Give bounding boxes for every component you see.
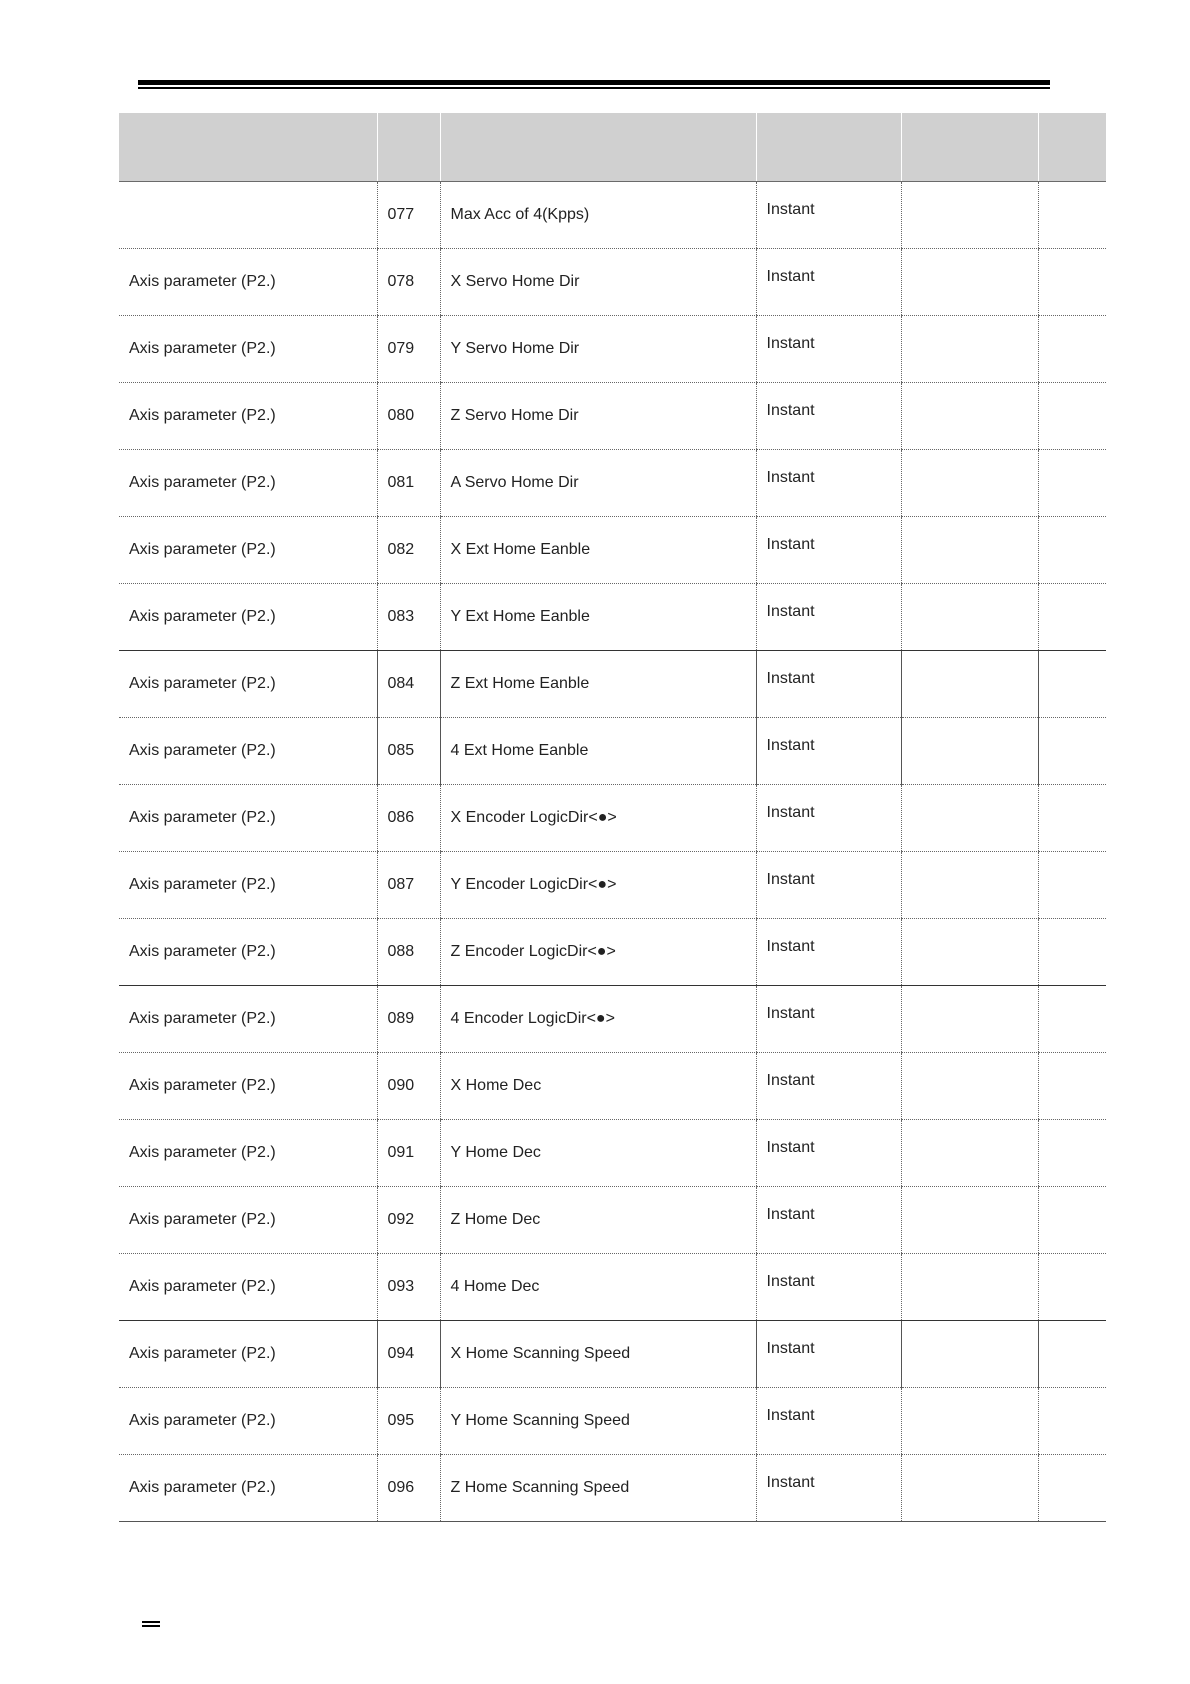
cell-effect-mode: Instant bbox=[756, 450, 901, 517]
parameter-table bbox=[119, 113, 1106, 1522]
cell-category: Axis parameter (P2.) bbox=[119, 651, 377, 718]
cell-extra-2 bbox=[1038, 986, 1106, 1053]
cell-parameter-name: Max Acc of 4(Kpps) bbox=[440, 182, 756, 249]
table-row bbox=[119, 1053, 1106, 1120]
cell-extra-2 bbox=[1038, 249, 1106, 316]
cell-extra-1 bbox=[901, 1120, 1038, 1187]
cell-parameter-number: 088 bbox=[377, 919, 440, 986]
cell-effect-mode: Instant bbox=[756, 517, 901, 584]
header-cell-category bbox=[119, 113, 377, 182]
cell-effect-mode: Instant bbox=[756, 584, 901, 651]
parameter-table-container bbox=[119, 113, 1106, 1522]
cell-extra-2 bbox=[1038, 651, 1106, 718]
cell-effect-mode: Instant bbox=[756, 718, 901, 785]
cell-parameter-number: 082 bbox=[377, 517, 440, 584]
header-cell-extra-2 bbox=[1038, 113, 1106, 182]
cell-category: Axis parameter (P2.) bbox=[119, 1120, 377, 1187]
cell-extra-1 bbox=[901, 718, 1038, 785]
cell-extra-2 bbox=[1038, 517, 1106, 584]
cell-extra-1 bbox=[901, 919, 1038, 986]
table-row bbox=[119, 785, 1106, 852]
cell-parameter-name: Z Ext Home Eanble bbox=[440, 651, 756, 718]
cell-parameter-name: 4 Home Dec bbox=[440, 1254, 756, 1321]
table-row bbox=[119, 651, 1106, 718]
cell-effect-mode: Instant bbox=[756, 785, 901, 852]
cell-category: Axis parameter (P2.) bbox=[119, 517, 377, 584]
cell-extra-2 bbox=[1038, 919, 1106, 986]
cell-effect-mode: Instant bbox=[756, 919, 901, 986]
cell-parameter-name: X Encoder LogicDir<●> bbox=[440, 785, 756, 852]
cell-parameter-name: Z Servo Home Dir bbox=[440, 383, 756, 450]
cell-extra-2 bbox=[1038, 584, 1106, 651]
cell-parameter-number: 087 bbox=[377, 852, 440, 919]
table-row bbox=[119, 1388, 1106, 1455]
header-cell-name bbox=[440, 113, 756, 182]
cell-extra-1 bbox=[901, 852, 1038, 919]
cell-category: Axis parameter (P2.) bbox=[119, 383, 377, 450]
cell-parameter-number: 090 bbox=[377, 1053, 440, 1120]
header-double-rule bbox=[138, 80, 1050, 89]
cell-extra-1 bbox=[901, 383, 1038, 450]
table-row bbox=[119, 450, 1106, 517]
cell-extra-1 bbox=[901, 249, 1038, 316]
cell-effect-mode: Instant bbox=[756, 1053, 901, 1120]
cell-extra-2 bbox=[1038, 1254, 1106, 1321]
cell-parameter-name: Z Home Scanning Speed bbox=[440, 1455, 756, 1522]
cell-effect-mode: Instant bbox=[756, 986, 901, 1053]
cell-extra-1 bbox=[901, 651, 1038, 718]
cell-parameter-number: 091 bbox=[377, 1120, 440, 1187]
cell-extra-1 bbox=[901, 584, 1038, 651]
table-row bbox=[119, 718, 1106, 785]
cell-category: Axis parameter (P2.) bbox=[119, 785, 377, 852]
cell-parameter-number: 095 bbox=[377, 1388, 440, 1455]
cell-effect-mode: Instant bbox=[756, 249, 901, 316]
cell-extra-1 bbox=[901, 1254, 1038, 1321]
cell-effect-mode: Instant bbox=[756, 1455, 901, 1522]
cell-effect-mode: Instant bbox=[756, 1187, 901, 1254]
cell-parameter-number: 093 bbox=[377, 1254, 440, 1321]
cell-parameter-number: 089 bbox=[377, 986, 440, 1053]
cell-extra-2 bbox=[1038, 852, 1106, 919]
cell-extra-2 bbox=[1038, 785, 1106, 852]
cell-parameter-name: Y Home Dec bbox=[440, 1120, 756, 1187]
table-row bbox=[119, 919, 1106, 986]
cell-extra-1 bbox=[901, 1321, 1038, 1388]
cell-category: Axis parameter (P2.) bbox=[119, 1053, 377, 1120]
cell-category bbox=[119, 182, 377, 249]
cell-category: Axis parameter (P2.) bbox=[119, 249, 377, 316]
cell-extra-2 bbox=[1038, 1321, 1106, 1388]
cell-category: Axis parameter (P2.) bbox=[119, 1321, 377, 1388]
cell-extra-1 bbox=[901, 986, 1038, 1053]
cell-category: Axis parameter (P2.) bbox=[119, 852, 377, 919]
cell-parameter-name: Y Servo Home Dir bbox=[440, 316, 756, 383]
cell-parameter-name: Y Encoder LogicDir<●> bbox=[440, 852, 756, 919]
table-row bbox=[119, 517, 1106, 584]
table-row bbox=[119, 1187, 1106, 1254]
table-body bbox=[119, 182, 1106, 1522]
table-header-row bbox=[119, 113, 1106, 182]
header-cell-number bbox=[377, 113, 440, 182]
cell-category: Axis parameter (P2.) bbox=[119, 919, 377, 986]
cell-parameter-number: 078 bbox=[377, 249, 440, 316]
cell-parameter-name: Y Home Scanning Speed bbox=[440, 1388, 756, 1455]
cell-extra-1 bbox=[901, 450, 1038, 517]
table-row bbox=[119, 852, 1106, 919]
cell-category: Axis parameter (P2.) bbox=[119, 986, 377, 1053]
table-row bbox=[119, 249, 1106, 316]
cell-effect-mode: Instant bbox=[756, 651, 901, 718]
table-row bbox=[119, 584, 1106, 651]
cell-category: Axis parameter (P2.) bbox=[119, 1254, 377, 1321]
cell-parameter-name: X Ext Home Eanble bbox=[440, 517, 756, 584]
cell-extra-1 bbox=[901, 1455, 1038, 1522]
cell-extra-2 bbox=[1038, 450, 1106, 517]
cell-parameter-number: 092 bbox=[377, 1187, 440, 1254]
cell-parameter-name: A Servo Home Dir bbox=[440, 450, 756, 517]
cell-effect-mode: Instant bbox=[756, 182, 901, 249]
cell-extra-1 bbox=[901, 1388, 1038, 1455]
table-row bbox=[119, 1254, 1106, 1321]
cell-category: Axis parameter (P2.) bbox=[119, 1187, 377, 1254]
table-row bbox=[119, 316, 1106, 383]
table-row bbox=[119, 986, 1106, 1053]
cell-category: Axis parameter (P2.) bbox=[119, 450, 377, 517]
cell-extra-1 bbox=[901, 785, 1038, 852]
cell-extra-2 bbox=[1038, 316, 1106, 383]
cell-extra-2 bbox=[1038, 182, 1106, 249]
cell-extra-1 bbox=[901, 316, 1038, 383]
cell-category: Axis parameter (P2.) bbox=[119, 316, 377, 383]
cell-extra-2 bbox=[1038, 1053, 1106, 1120]
table-row bbox=[119, 182, 1106, 249]
cell-parameter-number: 080 bbox=[377, 383, 440, 450]
cell-parameter-name: X Home Scanning Speed bbox=[440, 1321, 756, 1388]
cell-parameter-name: X Home Dec bbox=[440, 1053, 756, 1120]
cell-parameter-number: 081 bbox=[377, 450, 440, 517]
cell-category: Axis parameter (P2.) bbox=[119, 718, 377, 785]
cell-extra-2 bbox=[1038, 1120, 1106, 1187]
cell-extra-2 bbox=[1038, 718, 1106, 785]
cell-category: Axis parameter (P2.) bbox=[119, 584, 377, 651]
cell-parameter-name: X Servo Home Dir bbox=[440, 249, 756, 316]
cell-extra-1 bbox=[901, 1053, 1038, 1120]
cell-effect-mode: Instant bbox=[756, 1388, 901, 1455]
cell-parameter-number: 079 bbox=[377, 316, 440, 383]
cell-extra-1 bbox=[901, 182, 1038, 249]
table-row bbox=[119, 1120, 1106, 1187]
cell-extra-2 bbox=[1038, 383, 1106, 450]
cell-parameter-name: Y Ext Home Eanble bbox=[440, 584, 756, 651]
header-cell-extra-1 bbox=[901, 113, 1038, 182]
cell-parameter-name: 4 Ext Home Eanble bbox=[440, 718, 756, 785]
cell-parameter-number: 084 bbox=[377, 651, 440, 718]
cell-parameter-name: 4 Encoder LogicDir<●> bbox=[440, 986, 756, 1053]
cell-effect-mode: Instant bbox=[756, 1254, 901, 1321]
header-cell-mode bbox=[756, 113, 901, 182]
cell-parameter-number: 083 bbox=[377, 584, 440, 651]
cell-effect-mode: Instant bbox=[756, 1321, 901, 1388]
cell-extra-2 bbox=[1038, 1455, 1106, 1522]
cell-extra-2 bbox=[1038, 1388, 1106, 1455]
cell-extra-2 bbox=[1038, 1187, 1106, 1254]
cell-parameter-number: 096 bbox=[377, 1455, 440, 1522]
cell-parameter-name: Z Encoder LogicDir<●> bbox=[440, 919, 756, 986]
cell-parameter-number: 085 bbox=[377, 718, 440, 785]
cell-category: Axis parameter (P2.) bbox=[119, 1455, 377, 1522]
cell-parameter-name: Z Home Dec bbox=[440, 1187, 756, 1254]
cell-effect-mode: Instant bbox=[756, 316, 901, 383]
cell-effect-mode: Instant bbox=[756, 852, 901, 919]
cell-extra-1 bbox=[901, 517, 1038, 584]
cell-category: Axis parameter (P2.) bbox=[119, 1388, 377, 1455]
cell-effect-mode: Instant bbox=[756, 383, 901, 450]
table-row bbox=[119, 1455, 1106, 1522]
table-header bbox=[119, 113, 1106, 182]
table-row bbox=[119, 1321, 1106, 1388]
cell-parameter-number: 077 bbox=[377, 182, 440, 249]
cell-extra-1 bbox=[901, 1187, 1038, 1254]
cell-parameter-number: 086 bbox=[377, 785, 440, 852]
cell-parameter-number: 094 bbox=[377, 1321, 440, 1388]
cell-effect-mode: Instant bbox=[756, 1120, 901, 1187]
table-row bbox=[119, 383, 1106, 450]
footer-page-mark bbox=[142, 1621, 160, 1627]
